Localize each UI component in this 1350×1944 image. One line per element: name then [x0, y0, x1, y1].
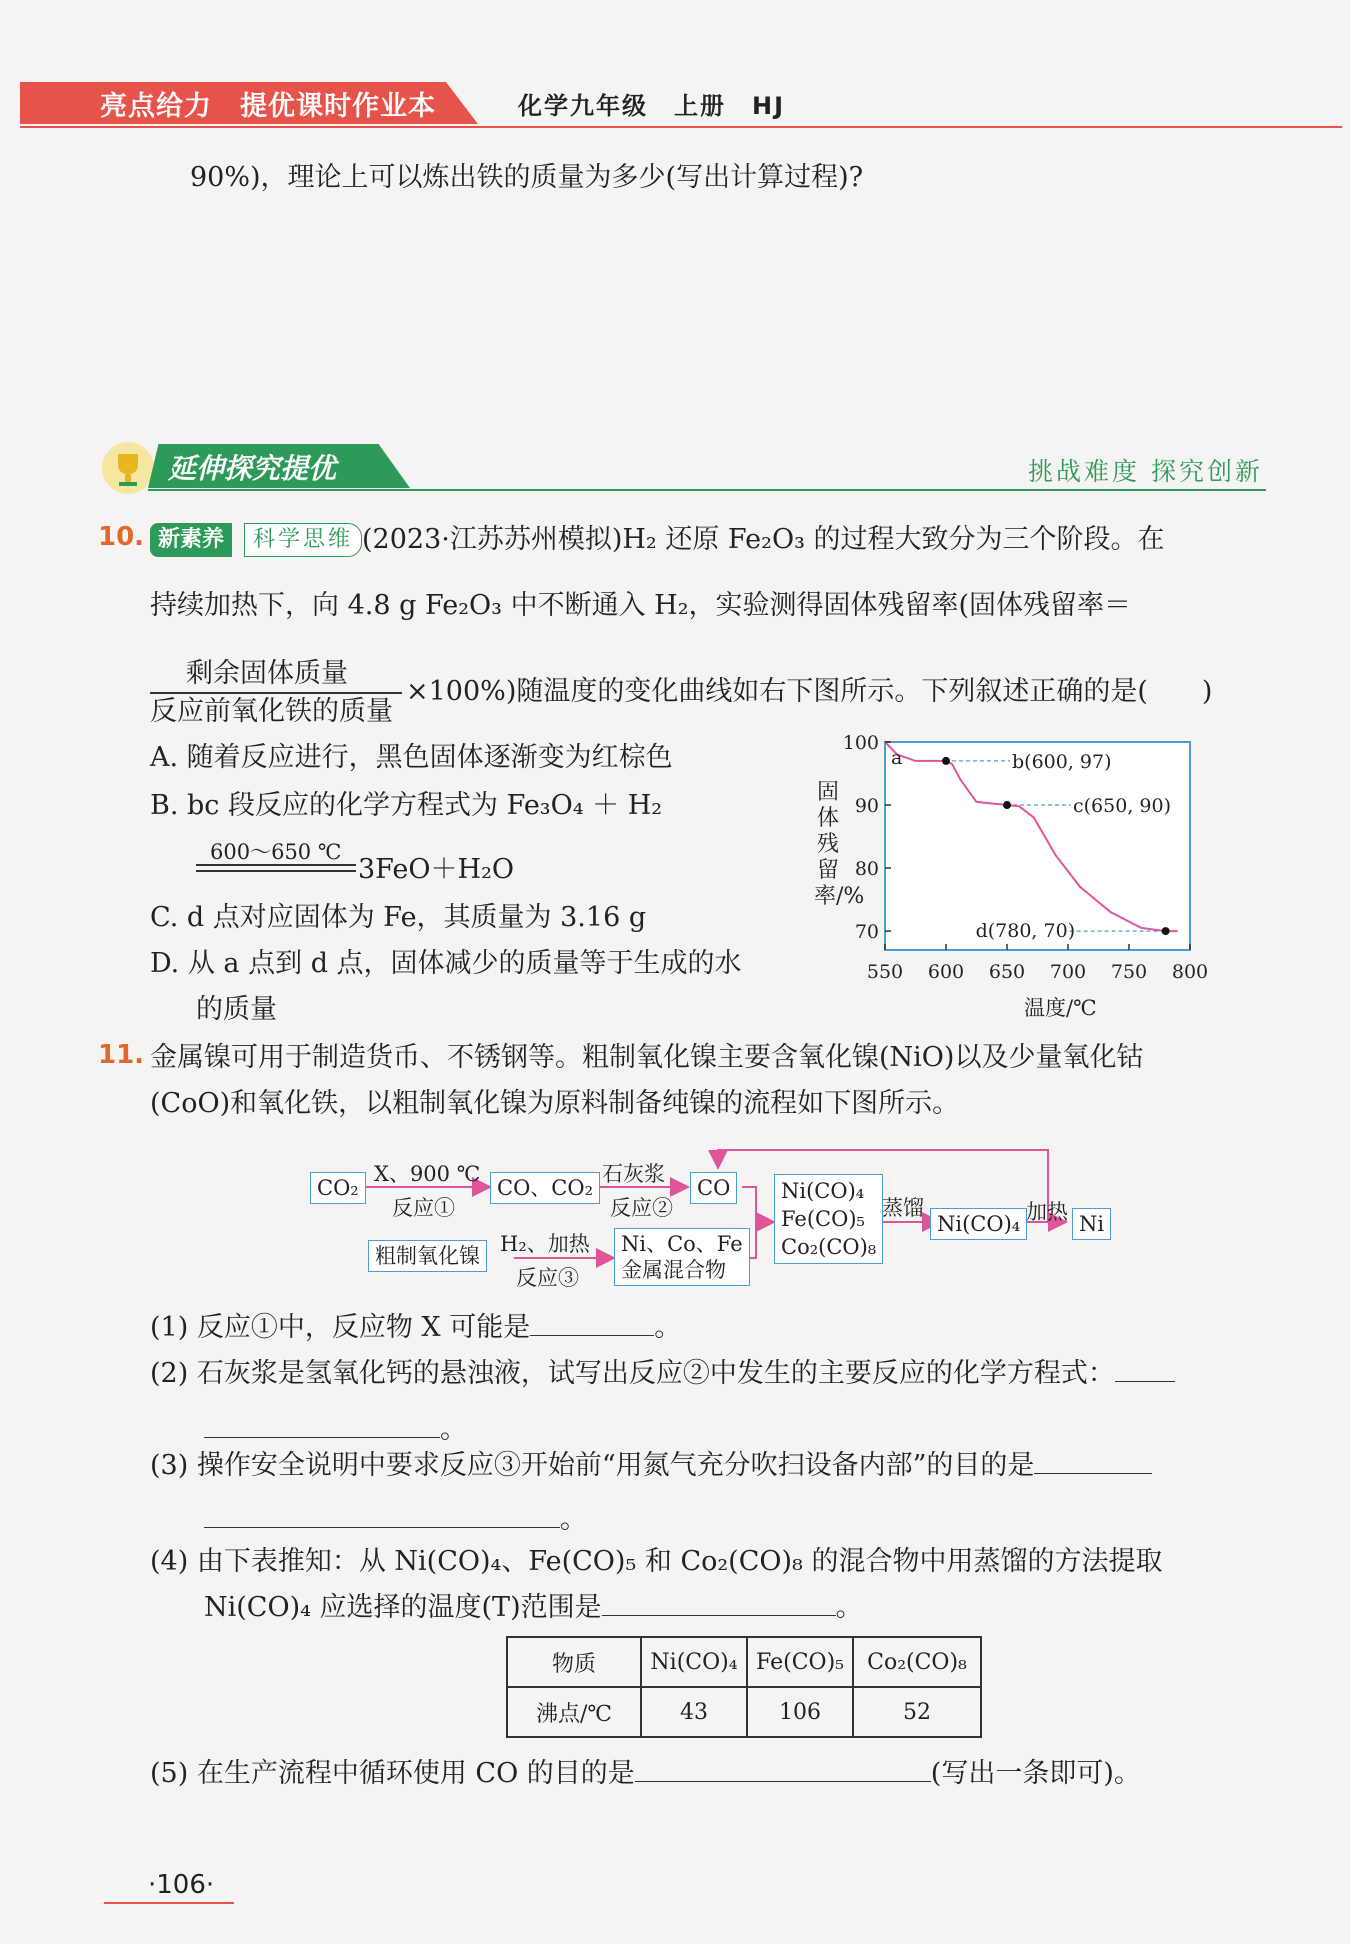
- sub-question-1: [150, 1308, 681, 1348]
- x-tick-label: 600: [927, 961, 965, 983]
- answer-blank-2a[interactable]: [1115, 1357, 1175, 1382]
- x-tick-label: 700: [1049, 961, 1087, 983]
- page-number: ·106·: [148, 1870, 215, 1900]
- point-d: [1162, 927, 1170, 935]
- point-b: [942, 757, 950, 765]
- sub-question-4-end: 。: [835, 1592, 863, 1623]
- table-row: [507, 1687, 981, 1737]
- x-tick-label: 750: [1110, 961, 1148, 983]
- y-tick-label: 100: [842, 732, 879, 754]
- carbonyl-ni: Ni(CO)₄: [781, 1179, 865, 1203]
- flow-label-distill: 蒸馏: [882, 1196, 924, 1220]
- table-header-cell: Fe(CO)₅: [747, 1637, 853, 1687]
- sub-question-2-text: (2) 石灰浆是氢氧化钙的悬浊液，试写出反应②中发生的主要反应的化学方程式：: [150, 1358, 1115, 1389]
- option-d-line1: D. 从 a 点到 d 点，固体减少的质量等于生成的水: [150, 948, 742, 979]
- q10-line2: 持续加热下，向 4.8 g Fe₂O₃ 中不断通入 H₂，实验测得固体残留率(固体残留率＝: [150, 590, 1132, 621]
- equation-bar-bottom: [196, 870, 356, 872]
- flow-label-reaction1: 反应①: [392, 1196, 455, 1220]
- flow-box-co-co2: CO、CO₂: [490, 1172, 600, 1204]
- point-label-a: a: [891, 747, 903, 769]
- sub-question-1-end: 。: [654, 1312, 682, 1343]
- flow-box-co: CO: [690, 1172, 737, 1204]
- answer-blank-3b[interactable]: [204, 1503, 560, 1528]
- mixture-line2: 金属混合物: [621, 1258, 726, 1282]
- sub-question-5: [150, 1754, 1141, 1794]
- sub-question-4-line1: (4) 由下表推知：从 Ni(CO)₄、Fe(CO)₅ 和 Co₂(CO)₈ 的混合物中用蒸馏的方法提取: [150, 1546, 1163, 1577]
- point-label-c: c(650, 90): [1073, 795, 1171, 818]
- q10-line3: ×100%)随温度的变化曲线如右下图所示。下列叙述正确的是( ): [406, 676, 1213, 707]
- point-label-d: d(780, 70): [975, 920, 1076, 943]
- flow-box-carbonyls: [774, 1174, 883, 1264]
- fraction-denominator: 反应前氧化铁的质量: [150, 696, 393, 727]
- sub-question-1-text: (1) 反应①中，反应物 X 可能是: [150, 1312, 531, 1343]
- flow-box-crude-nickel-oxide: 粗制氧化镍: [368, 1240, 487, 1272]
- x-tick-label: 800: [1171, 961, 1209, 983]
- y-tick-label: 70: [854, 921, 879, 944]
- table-header-cell: Co₂(CO)₈: [853, 1637, 981, 1687]
- chart-x-axis-label: 温度/℃: [1024, 996, 1097, 1020]
- tag-scientific-thinking: 科学思维: [244, 523, 362, 557]
- point-c: [1003, 801, 1011, 809]
- sub-question-3-text: (3) 操作安全说明中要求反应③开始前“用氮气充分吹扫设备内部”的目的是: [150, 1450, 1035, 1481]
- section-rule: [148, 489, 1266, 491]
- table-cell: 沸点/℃: [507, 1687, 641, 1737]
- sub-question-5-end: (写出一条即可)。: [930, 1758, 1141, 1789]
- table-cell: 106: [747, 1687, 853, 1737]
- table-cell: 43: [641, 1687, 747, 1737]
- option-b-line2: 3FeO＋H₂O: [358, 854, 515, 885]
- sub-question-4-line2: [204, 1588, 863, 1628]
- previous-question-tail: 90%)，理论上可以炼出铁的质量为多少(写出计算过程)?: [190, 162, 864, 193]
- sub-question-4-text: Ni(CO)₄ 应选择的温度(T)范围是: [204, 1592, 602, 1623]
- table-header-cell: Ni(CO)₄: [641, 1637, 747, 1687]
- flow-label-reaction3: 反应③: [516, 1266, 579, 1290]
- trophy-icon: [100, 440, 156, 496]
- flow-label-limewater: 石灰浆: [602, 1162, 665, 1186]
- x-tick-label: 550: [866, 961, 904, 983]
- y-tick-label: 80: [854, 858, 879, 881]
- q10-line1: (2023·江苏苏州模拟)H₂ 还原 Fe₂O₃ 的过程大致分为三个阶段。在: [362, 524, 1165, 555]
- answer-blank-1[interactable]: [530, 1311, 654, 1336]
- answer-blank-5[interactable]: [635, 1757, 931, 1782]
- header-rule: [20, 126, 1342, 128]
- flow-label-reaction2: 反应②: [610, 1196, 673, 1220]
- page-number-rule: [104, 1902, 234, 1904]
- table-header-cell: 物质: [507, 1637, 641, 1687]
- chart-y-axis-label: 固体残留率/%: [814, 780, 865, 909]
- option-b-condition: 600～650 ℃: [210, 840, 342, 864]
- table-header-row: [507, 1637, 981, 1687]
- flow-label-x-900: X、900 ℃: [374, 1162, 481, 1186]
- equation-bar-top: [196, 864, 356, 866]
- residue-rate-chart: [810, 720, 1280, 1030]
- chart-frame: [885, 742, 1190, 950]
- answer-blank-2b[interactable]: [204, 1413, 440, 1438]
- flow-box-metal-mixture: [614, 1228, 750, 1286]
- flow-label-heat: 加热: [1026, 1200, 1068, 1224]
- sub-question-3: [150, 1446, 1152, 1486]
- boiling-point-table: [506, 1636, 982, 1738]
- flow-box-ni: Ni: [1072, 1208, 1111, 1240]
- fraction-numerator: 剩余固体质量: [186, 658, 348, 689]
- section-subtitle: 挑战难度 探究创新: [1028, 457, 1263, 486]
- option-d-line2: 的质量: [196, 994, 277, 1025]
- table-cell: 52: [853, 1687, 981, 1737]
- option-b-line1: B. bc 段反应的化学方程式为 Fe₃O₄ ＋ H₂: [150, 790, 663, 821]
- point-label-b: b(600, 97): [1012, 750, 1112, 773]
- answer-blank-4[interactable]: [602, 1591, 836, 1616]
- flow-box-co2: CO₂: [310, 1172, 366, 1204]
- mixture-line1: Ni、Co、Fe: [621, 1232, 743, 1256]
- x-tick-label: 650: [988, 961, 1026, 983]
- book-title: 亮点给力 提优课时作业本: [100, 91, 436, 122]
- subject-label: 化学九年级 上册 HJ: [518, 92, 786, 120]
- q11-line1: 金属镍可用于制造货币、不锈钢等。粗制氧化镍主要含氧化镍(NiO)以及少量氧化钴: [150, 1042, 1144, 1073]
- sub-question-2-end: 。: [440, 1414, 467, 1445]
- carbonyl-co: Co₂(CO)₈: [781, 1235, 877, 1259]
- question-11-number: 11.: [98, 1040, 145, 1070]
- section-title: 延伸探究提优: [168, 452, 337, 485]
- flow-label-h2-heat: H₂、加热: [500, 1232, 590, 1256]
- answer-blank-3a[interactable]: [1034, 1449, 1152, 1474]
- flow-box-nico4: Ni(CO)₄: [930, 1208, 1027, 1240]
- q11-line2: (CoO)和氧化铁，以粗制氧化镍为原料制备纯镍的流程如下图所示。: [150, 1088, 960, 1119]
- y-tick-label: 90: [854, 795, 879, 818]
- sub-question-3-end: 。: [560, 1504, 587, 1535]
- tag-new-literacy: 新素养: [150, 523, 232, 557]
- option-c: C. d 点对应固体为 Fe，其质量为 3.16 g: [150, 902, 647, 933]
- question-10-number: 10.: [98, 522, 145, 552]
- sub-question-5-text: (5) 在生产流程中循环使用 CO 的目的是: [150, 1758, 635, 1789]
- sub-question-2: [150, 1354, 1175, 1394]
- carbonyl-fe: Fe(CO)₅: [781, 1207, 865, 1231]
- sub-question-3-cont: [204, 1500, 587, 1540]
- sub-question-2-cont: [204, 1410, 467, 1450]
- option-a: A. 随着反应进行，黑色固体逐渐变为红棕色: [150, 742, 673, 773]
